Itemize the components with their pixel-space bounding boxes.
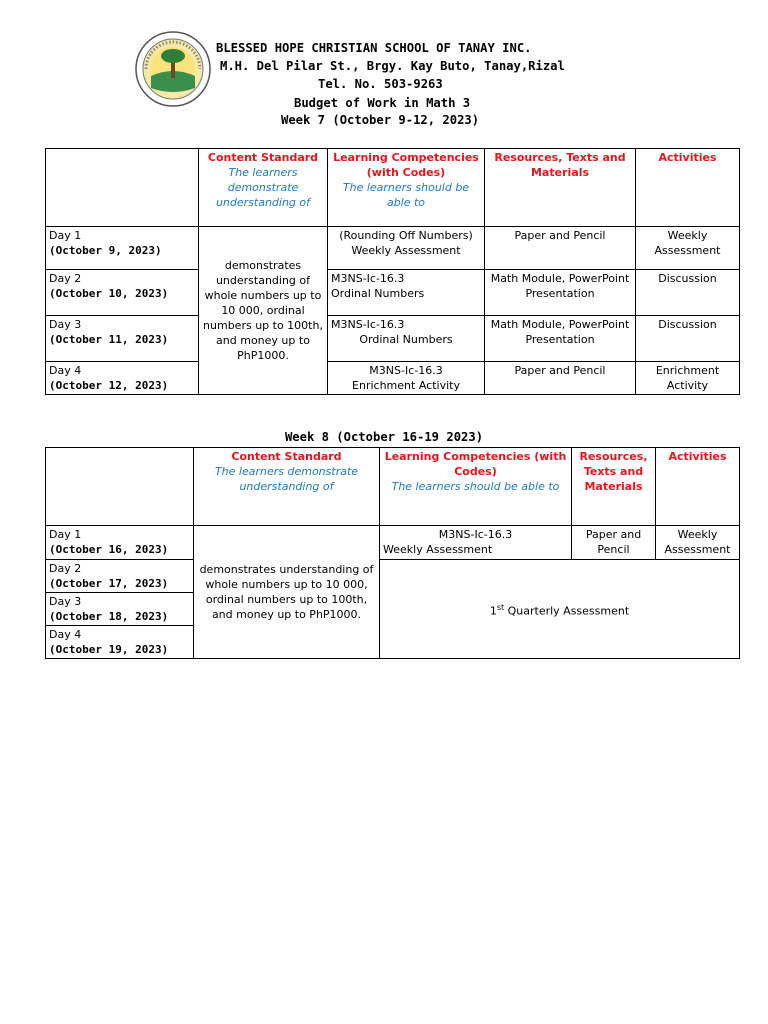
resources-cell: Math Module, PowerPoint Presentation <box>485 270 636 316</box>
resources-cell: Paper and Pencil <box>485 227 636 270</box>
day-cell: Day 4 (October 19, 2023) <box>46 626 194 659</box>
competencies-header: Learning Competencies (with Codes) The learners should be able to <box>328 149 485 227</box>
table-row <box>46 362 740 395</box>
empty-header-cell <box>46 149 199 227</box>
day-cell: Day 1 (October 9, 2023) <box>46 227 199 270</box>
quarterly-assessment-cell: 1st Quarterly Assessment <box>380 560 740 659</box>
activities-cell: Weekly Assessment <box>636 227 740 270</box>
empty-header-cell <box>46 448 194 526</box>
content-standard-cell: demonstrates understanding of whole numbers up to 10 000, ordinal numbers up to 100th, and money up to PhP1000. <box>199 227 328 395</box>
day-cell: Day 3 (October 18, 2023) <box>46 593 194 626</box>
activities-cell: Discussion <box>636 316 740 362</box>
activities-header: Activities <box>656 448 740 526</box>
competency-cell: M3NS-Ic-16.3 Ordinal Numbers <box>328 316 485 362</box>
table-row <box>46 227 740 270</box>
day-cell: Day 2 (October 17, 2023) <box>46 560 194 593</box>
competencies-header: Learning Competencies (with Codes) The learners should be able to <box>380 448 572 526</box>
content-standard-header: Content Standard The learners demonstrate understanding of <box>194 448 380 526</box>
document-subject: Budget of Work in Math 3 <box>294 96 471 110</box>
week8-title: Week 8 (October 16-19 2023) <box>284 430 484 444</box>
school-name: BLESSED HOPE CHRISTIAN SCHOOL OF TANAY INC. <box>216 41 532 55</box>
week8-header-row <box>46 448 740 526</box>
activities-cell: Weekly Assessment <box>656 526 740 560</box>
activities-cell: Enrichment Activity <box>636 362 740 395</box>
competency-cell: M3NS-Ic-16.3 Weekly Assessment <box>380 526 572 560</box>
competency-cell: (Rounding Off Numbers) Weekly Assessment <box>328 227 485 270</box>
resources-cell: Math Module, PowerPoint Presentation <box>485 316 636 362</box>
resources-header: Resources, Texts and Materials <box>572 448 656 526</box>
competency-cell: M3NS-Ic-16.3 Ordinal Numbers <box>328 270 485 316</box>
table-row <box>46 526 740 560</box>
resources-header: Resources, Texts and Materials <box>485 149 636 227</box>
day-cell: Day 2 (October 10, 2023) <box>46 270 199 316</box>
table-row <box>46 270 740 316</box>
table-row <box>46 560 740 593</box>
content-standard-cell: demonstrates understanding of whole numbers up to 10 000, ordinal numbers up to 100th, and money up to PhP1000. <box>194 526 380 659</box>
activities-cell: Discussion <box>636 270 740 316</box>
week7-table <box>45 148 740 395</box>
day-cell: Day 4 (October 12, 2023) <box>46 362 199 395</box>
competency-cell: M3NS-Ic-16.3 Enrichment Activity <box>328 362 485 395</box>
week8-table <box>45 447 740 659</box>
day-cell: Day 3 (October 11, 2023) <box>46 316 199 362</box>
week7-header-row <box>46 149 740 227</box>
resources-cell: Paper and Pencil <box>572 526 656 560</box>
day-cell: Day 1 (October 16, 2023) <box>46 526 194 560</box>
school-tel: Tel. No. 503-9263 <box>318 77 443 91</box>
school-address: M.H. Del Pilar St., Brgy. Kay Buto, Tanay,Rizal <box>220 59 565 73</box>
table-row <box>46 316 740 362</box>
week7-title: Week 7 (October 9-12, 2023) <box>281 113 480 127</box>
school-seal-icon <box>134 30 212 108</box>
content-standard-header: Content Standard The learners demonstrate understanding of <box>199 149 328 227</box>
resources-cell: Paper and Pencil <box>485 362 636 395</box>
activities-header: Activities <box>636 149 740 227</box>
